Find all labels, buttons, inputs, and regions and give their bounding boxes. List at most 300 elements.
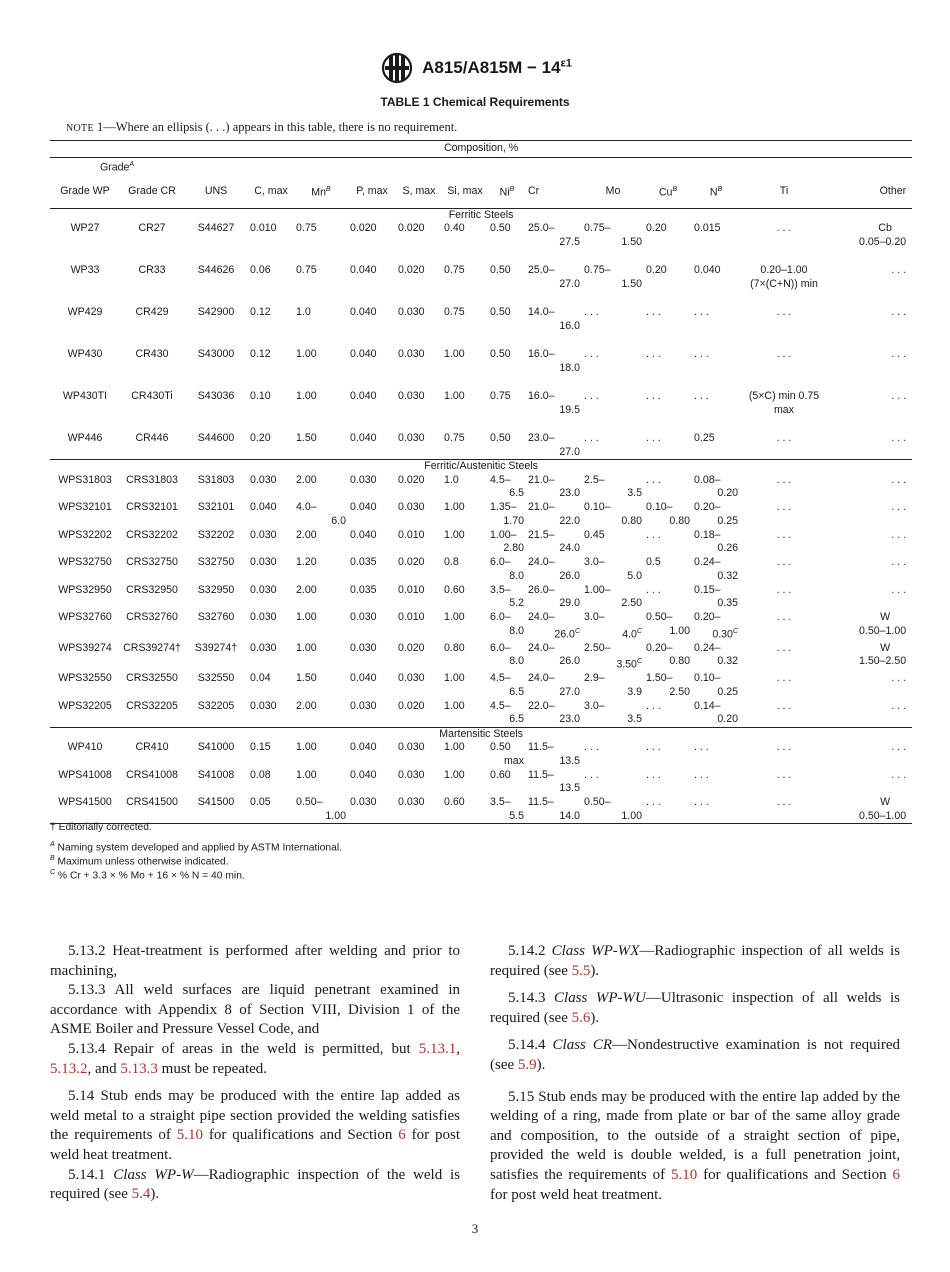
range-high: max xyxy=(773,403,794,416)
cell-p: 0.040 xyxy=(350,348,377,360)
range-value xyxy=(584,264,642,291)
cell-crr xyxy=(526,700,582,728)
cell-ti: . . . xyxy=(776,348,792,360)
para-5-13-3: 5.13.3 All weld surfaces are liquid penetrant examined in accordance with Appendix 8 of Section VIII, Division 1 of the ASME Boiler and Pressure Vessel Code, and xyxy=(50,982,460,1038)
cell-n: . . . xyxy=(694,768,709,781)
range-low: 0.14– xyxy=(694,699,721,712)
range-value xyxy=(694,642,738,669)
range-high: 19.5 xyxy=(559,403,580,416)
note-label: NOTE xyxy=(66,123,94,134)
range-low: 26.0– xyxy=(528,583,555,596)
range-low: 0.20– xyxy=(694,501,721,513)
range-high: (7×(C+N)) min xyxy=(750,277,818,290)
cell-c: 0.05 xyxy=(248,796,294,824)
col-ni: $Ni^B$ xyxy=(499,186,515,199)
cell-uns: S41500 xyxy=(184,796,248,824)
range-high: 0.80 xyxy=(669,514,690,527)
cell-wp: WP33 xyxy=(70,264,100,276)
cell-cu: . . . xyxy=(646,473,661,486)
range-value xyxy=(694,584,738,611)
cell-p: 0.040 xyxy=(350,501,377,513)
epsilon-mark: ε1 xyxy=(560,57,572,70)
cell-wp: WP429 xyxy=(67,306,103,318)
cell-cr: CRS32550 xyxy=(126,672,178,685)
range-low: 0.75– xyxy=(584,264,611,276)
cell-ti: . . . xyxy=(776,583,792,596)
cell-wp: WPS32101 xyxy=(58,501,112,513)
range-high: $26.0^C$ xyxy=(554,627,580,641)
cell-ni: 0.75 xyxy=(490,390,511,402)
range-high: 1.50–2.50 xyxy=(859,655,907,668)
cell-si: 1.00 xyxy=(444,501,465,513)
range-value xyxy=(694,611,738,642)
table-row xyxy=(50,529,912,557)
para-5-15: 5.15 Stub ends may be produced with the entire lap added by the welding of a ring, made from plate or bar of the same alloy grade and composition, to the outside of a straight section of pipe, provided the weld is double welded, is a full penetration joint, satisfies the requirements of 5.10 for qualifications and Section 6 for post weld heat treatment. xyxy=(490,1088,900,1203)
cell-mo xyxy=(582,556,644,584)
cell-mn: 1.00 xyxy=(296,390,317,402)
range-low: W xyxy=(880,641,891,654)
range-value xyxy=(742,390,826,417)
range-high: 6.5 xyxy=(509,713,524,726)
cell-si: 1.00 xyxy=(444,699,465,712)
table-note xyxy=(66,120,457,135)
cell-cr: CRS32101 xyxy=(126,501,178,513)
cell-uns: S44600 xyxy=(197,432,235,444)
cell-other: . . . xyxy=(891,348,907,360)
range-value xyxy=(584,672,642,699)
range-value xyxy=(528,222,580,249)
cell-p: 0.030 xyxy=(350,473,377,486)
cell-cu xyxy=(644,642,692,673)
table-row xyxy=(50,348,912,390)
cell-other: . . . xyxy=(891,556,907,568)
cell-uns: S42900 xyxy=(197,306,235,318)
cell-other xyxy=(828,642,912,673)
chemical-requirements-table xyxy=(50,140,912,824)
cell-s: 0.020 xyxy=(398,699,425,712)
footnote-c-mark: C xyxy=(732,627,738,635)
cell-cr: CR410 xyxy=(135,741,169,754)
table-row xyxy=(50,796,912,824)
cell-mn: 1.00 xyxy=(296,611,317,623)
cell-other: . . . xyxy=(891,583,907,596)
cell-other: . . . xyxy=(891,699,907,712)
range-high: 0.05–0.20 xyxy=(859,235,907,248)
range-low: 0.20– xyxy=(646,641,673,654)
link-5-13-1[interactable]: 5.13.1 xyxy=(418,1040,457,1057)
cell-p: 0.035 xyxy=(350,556,377,568)
cell-other: . . . xyxy=(891,306,907,318)
range-high: 2.50 xyxy=(669,685,690,698)
range-value xyxy=(490,796,524,823)
col-mn: $Mn^B$ xyxy=(311,186,331,199)
range-value xyxy=(490,501,524,528)
cell-cu: . . . xyxy=(646,528,661,541)
col-ti: Ti xyxy=(779,185,789,197)
cell-p: 0.030 xyxy=(350,611,377,623)
range-value xyxy=(694,474,738,501)
cell-p: 0.040 xyxy=(350,264,377,276)
range-high: 1.00 xyxy=(325,809,346,822)
table-row xyxy=(50,501,912,529)
range-value xyxy=(584,611,642,642)
cell-n: . . . xyxy=(694,741,709,754)
range-high: 27.0 xyxy=(559,445,580,458)
cell-mo xyxy=(582,611,644,642)
range-high: 1.00 xyxy=(621,809,642,822)
range-value xyxy=(490,474,524,501)
range-value xyxy=(490,556,524,583)
cell-other: . . . xyxy=(891,672,907,685)
cell-si: 0.75 xyxy=(444,264,465,276)
range-high: 2.50 xyxy=(621,597,642,609)
body-column-right xyxy=(490,942,900,1205)
cell-ni xyxy=(488,642,526,673)
para-5-14-4: 5.14.4 Class CR—Nondestructive examination is not required (see 5.9). xyxy=(490,1037,901,1073)
cell-mn xyxy=(294,501,348,529)
range-low: 0.50– xyxy=(646,611,673,623)
cell-ti xyxy=(740,390,828,432)
range-high: 5.2 xyxy=(509,597,524,609)
cell-cu: . . . xyxy=(646,348,661,360)
cell-s: 0.030 xyxy=(398,432,425,444)
range-low: 0.20–1.00 xyxy=(760,264,808,276)
cell-n xyxy=(692,556,740,584)
cell-uns: S32202 xyxy=(197,528,235,541)
cell-uns: S44626 xyxy=(197,264,235,276)
cell-wp: WP430 xyxy=(67,348,103,360)
cell-mn: 2.00 xyxy=(296,528,317,541)
range-high: 6.5 xyxy=(509,685,524,698)
range-value xyxy=(584,700,642,727)
cell-si: 1.00 xyxy=(444,741,465,754)
cell-wp: WPS32750 xyxy=(58,556,112,568)
page-header xyxy=(0,52,950,84)
range-high: 1.00 xyxy=(669,624,690,637)
footnote-c: $^C$ % Cr + 3.3 × % Mo + 16 × % N = 40 min. xyxy=(50,869,245,882)
range-high: 5.5 xyxy=(509,809,524,822)
cell-c: 0.04 xyxy=(250,672,271,685)
range-value xyxy=(584,556,642,583)
range-high: 0.25 xyxy=(717,685,738,698)
range-low: 24.0– xyxy=(528,556,555,568)
section-name: Ferritic Steels xyxy=(50,208,912,222)
link-section-6[interactable]: 6 xyxy=(398,1127,406,1144)
range-value xyxy=(528,348,580,375)
cell-cr: CRS32202 xyxy=(126,528,178,541)
cell-p: 0.040 xyxy=(350,768,377,781)
range-value xyxy=(490,700,524,727)
range-low: 25.0– xyxy=(528,264,555,276)
cell-c: 0.040 xyxy=(250,501,277,513)
range-value xyxy=(490,611,524,638)
cell-ni: 0.50 xyxy=(490,432,511,444)
link-section-6-b[interactable]: 6 xyxy=(892,1166,900,1183)
range-high: 5.0 xyxy=(627,569,642,582)
range-high: 14.0 xyxy=(559,809,580,822)
col-p: P, max xyxy=(356,185,388,197)
cell-mn: 1.0 xyxy=(296,306,311,318)
cell-mo xyxy=(582,584,644,612)
cell-cr: CR430 xyxy=(135,348,169,360)
cell-crr xyxy=(526,306,582,348)
table-row xyxy=(50,611,912,642)
col-cu: $Cu^B$ xyxy=(658,186,678,199)
range-value xyxy=(646,501,690,528)
footnote-a: $^A$ Naming system developed and applied by ASTM International. xyxy=(50,841,343,854)
cell-mn: 1.20 xyxy=(296,556,317,568)
cell-si: 0.80 xyxy=(444,641,465,654)
footnote-c-mark: C xyxy=(636,658,642,666)
cell-s: 0.030 xyxy=(396,796,442,824)
footnote-c-mark: C xyxy=(574,627,580,635)
cell-n xyxy=(692,584,740,612)
table-title: TABLE 1 Chemical Requirements xyxy=(380,95,570,109)
range-low: 4.5– xyxy=(490,672,511,685)
cell-n: 0.25 xyxy=(694,432,715,444)
cell-mn: 0.75 xyxy=(296,222,317,234)
cell-mn: 1.00 xyxy=(296,741,317,754)
cell-mo: . . . xyxy=(584,432,599,444)
cell-ni: 0.50 xyxy=(490,222,511,234)
range-high: 13.5 xyxy=(559,782,580,795)
document-designation: $A815/A815M - 14^{\varepsilon 1}$ xyxy=(422,57,572,78)
range-value xyxy=(296,501,346,528)
cell-mo: . . . xyxy=(584,768,599,781)
table-row xyxy=(50,390,912,432)
range-value xyxy=(584,501,642,528)
range-value xyxy=(528,529,580,556)
range-high: 1.50 xyxy=(621,235,642,248)
cell-ni xyxy=(488,529,526,557)
cell-s: 0.030 xyxy=(398,672,425,685)
cell-mo xyxy=(582,672,644,700)
cell-s: 0.020 xyxy=(398,473,425,486)
range-low: 4.0– xyxy=(296,501,317,513)
table-row xyxy=(50,264,912,306)
range-low: 0.10– xyxy=(694,672,721,685)
cell-wp: WPS39274 xyxy=(58,641,112,654)
range-value xyxy=(528,741,580,768)
cell-c: 0.12 xyxy=(250,306,271,318)
range-high: 1.50 xyxy=(621,277,642,290)
range-value xyxy=(584,584,642,611)
range-low: 4.5– xyxy=(490,473,511,486)
cell-uns: S32750 xyxy=(197,556,235,568)
range-low: 11.5– xyxy=(528,741,554,754)
cell-ti: . . . xyxy=(776,473,792,486)
cell-crr xyxy=(526,672,582,700)
cell-ti: . . . xyxy=(776,768,792,781)
range-low: 3.0– xyxy=(584,556,605,568)
range-low: 0.10– xyxy=(646,501,673,513)
col-c: C, max xyxy=(254,185,288,197)
range-high: 0.20 xyxy=(717,713,738,726)
cell-crr xyxy=(526,529,582,557)
cell-wp: WPS32205 xyxy=(58,699,112,712)
cell-cr: CRS41500 xyxy=(120,796,184,824)
range-low: 0.20– xyxy=(694,611,721,623)
range-low: 2.50– xyxy=(584,641,611,654)
para-5-14-3: 5.14.3 Class WP-WU—Ultrasonic inspection of all welds is required (see 5.6). xyxy=(490,990,901,1026)
cell-crr xyxy=(526,642,582,673)
link-5-10-b[interactable]: 5.10 xyxy=(671,1166,698,1183)
range-value xyxy=(584,222,642,249)
cell-ti: . . . xyxy=(776,306,792,318)
range-low: 23.0– xyxy=(528,432,555,444)
range-value xyxy=(528,264,580,291)
cell-ni: 0.60 xyxy=(490,768,511,781)
range-low: 21.5– xyxy=(528,528,555,541)
range-low: 6.0– xyxy=(490,641,511,654)
table-row xyxy=(50,769,912,797)
composition-header: Composition, % xyxy=(50,141,912,158)
astm-logo-icon xyxy=(378,52,416,84)
cell-c: 0.030 xyxy=(250,699,277,712)
cell-wp: WPS32202 xyxy=(58,528,112,541)
cell-n: . . . xyxy=(694,306,709,318)
cell-si: 1.0 xyxy=(444,473,459,486)
cell-wp: WPS32950 xyxy=(58,583,112,596)
table-row xyxy=(50,672,912,700)
range-value xyxy=(584,642,642,673)
footnote-dagger: † Editorially corrected. xyxy=(50,822,152,833)
range-low: 24.0– xyxy=(528,672,555,685)
cell-n xyxy=(692,700,740,728)
range-value xyxy=(646,642,690,669)
cell-crr xyxy=(526,432,582,460)
range-value xyxy=(528,611,580,642)
range-low: W xyxy=(880,796,891,809)
cell-mo: . . . xyxy=(584,306,599,318)
cell-cu: . . . xyxy=(646,741,661,754)
cell-other: . . . xyxy=(891,768,907,781)
range-low: 3.0– xyxy=(584,611,605,623)
cell-mn: 2.00 xyxy=(296,473,317,486)
range-high: 26.0 xyxy=(559,569,580,582)
cell-cu: . . . xyxy=(646,390,661,402)
cell-other: . . . xyxy=(891,528,907,541)
range-low: 6.0– xyxy=(490,556,511,568)
cell-other xyxy=(828,222,912,264)
cell-crr xyxy=(526,222,582,264)
link-5-13-3[interactable]: 5.13.3 xyxy=(120,1060,158,1077)
range-value xyxy=(528,556,580,583)
cell-ti: . . . xyxy=(776,556,792,568)
cell-other xyxy=(828,611,912,642)
cell-mn: 0.75 xyxy=(296,264,317,276)
cell-c: 0.06 xyxy=(250,264,271,276)
note-text: 1—Where an ellipsis (. . .) appears in this table, there is no requirement. xyxy=(97,120,458,134)
cell-cu xyxy=(644,611,692,642)
range-low: 21.0– xyxy=(528,501,555,513)
range-high: $0.30^C$ xyxy=(712,627,738,641)
cell-si: 1.00 xyxy=(444,528,465,541)
range-high: 6.5 xyxy=(509,487,524,499)
range-high: 1.70 xyxy=(503,514,524,527)
range-high: 3.5 xyxy=(627,487,642,499)
cell-uns: S32205 xyxy=(197,699,235,712)
range-low: 22.0– xyxy=(528,699,555,712)
cell-p: 0.030 xyxy=(350,699,377,712)
link-5-4[interactable]: 5.4 xyxy=(131,1186,151,1203)
cell-n: 0.015 xyxy=(694,222,721,234)
cell-si: 1.00 xyxy=(444,768,465,781)
cell-p: 0.035 xyxy=(350,583,377,596)
link-5-6[interactable]: 5.6 xyxy=(571,1009,591,1026)
range-high: 27.0 xyxy=(559,685,580,698)
cell-c: 0.08 xyxy=(250,768,271,781)
cell-cr: CR27 xyxy=(138,222,166,234)
cell-c: 0.030 xyxy=(250,641,277,654)
link-5-9[interactable]: 5.9 xyxy=(517,1056,537,1073)
link-5-13-2[interactable]: 5.13.2 xyxy=(50,1060,88,1077)
cell-wp: WP27 xyxy=(70,222,100,234)
link-5-5[interactable]: 5.5 xyxy=(571,962,591,979)
range-value xyxy=(646,611,690,638)
cell-ni xyxy=(488,584,526,612)
cell-cr: CRS32760 xyxy=(126,611,178,623)
range-high: 0.26 xyxy=(717,542,738,554)
link-5-10[interactable]: 5.10 xyxy=(176,1127,204,1144)
cell-n xyxy=(692,642,740,673)
cell-p: 0.040 xyxy=(350,528,377,541)
range-value xyxy=(694,672,738,699)
cell-cu: . . . xyxy=(646,432,661,444)
cell-cr: CRS32205 xyxy=(126,699,178,712)
cell-ti: . . . xyxy=(776,672,792,685)
cell-si: 0.60 xyxy=(442,796,488,824)
cell-n xyxy=(692,529,740,557)
range-value xyxy=(830,796,906,823)
range-low: (5×C) min 0.75 xyxy=(748,390,820,402)
cell-c: 0.030 xyxy=(250,583,277,596)
range-high: 0.80 xyxy=(669,655,690,668)
cell-ni: 0.50 xyxy=(490,348,511,360)
range-high: 16.0 xyxy=(559,319,580,332)
cell-ni xyxy=(488,700,526,728)
range-high: 29.0 xyxy=(559,597,580,609)
footnote-b: $^B$ Maximum unless otherwise indicated. xyxy=(50,855,229,868)
cell-other: . . . xyxy=(891,501,907,513)
cell-cr: CRS31803 xyxy=(126,473,178,486)
range-high: 3.9 xyxy=(627,685,642,698)
cell-uns: S43036 xyxy=(197,390,235,402)
range-low: 25.0– xyxy=(528,222,555,234)
cell-ni xyxy=(488,741,526,769)
range-value xyxy=(490,741,524,768)
table-row xyxy=(50,432,912,460)
cell-mn: 1.50 xyxy=(296,432,317,444)
cell-other: . . . xyxy=(891,264,907,276)
cell-s: 0.020 xyxy=(398,556,425,568)
cell-cu: . . . xyxy=(644,796,692,824)
range-low: 24.0– xyxy=(528,611,555,623)
range-value xyxy=(830,611,906,638)
section-name: Ferritic/Austenitic Steels xyxy=(50,460,912,474)
cell-s: 0.010 xyxy=(398,528,425,541)
range-low: 0.50– xyxy=(584,796,611,809)
cell-n xyxy=(692,501,740,529)
range-value xyxy=(584,796,642,823)
cell-uns: S44627 xyxy=(197,222,235,234)
cell-ni xyxy=(488,474,526,502)
range-value xyxy=(528,769,580,796)
cell-p: 0.020 xyxy=(350,222,377,234)
cell-s: 0.010 xyxy=(398,611,425,623)
cell-p: 0.040 xyxy=(350,390,377,402)
cell-p: 0.030 xyxy=(348,796,396,824)
